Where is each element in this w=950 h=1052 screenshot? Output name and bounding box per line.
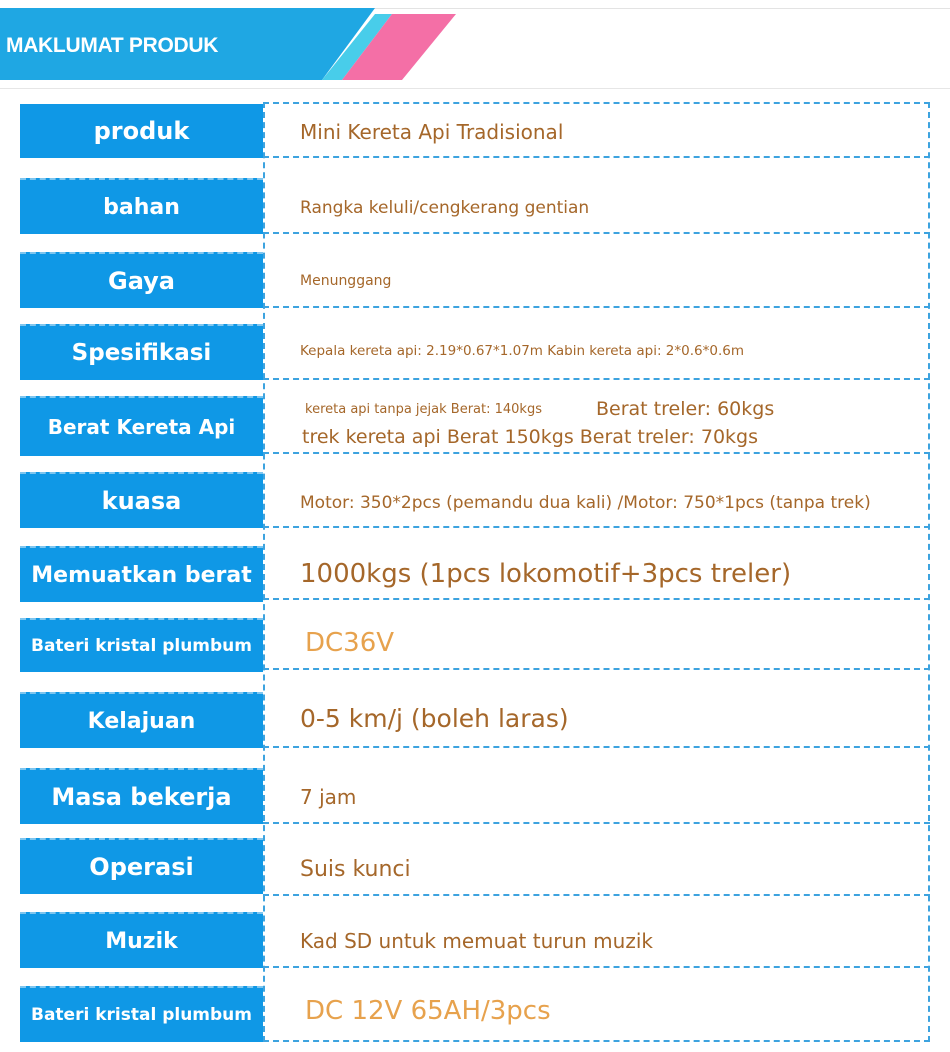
value-bateri-dc36v: DC36V [305,628,395,658]
banner-bottom-rule [0,88,950,89]
value-berat-line2: trek kereta api Berat 150kgs Berat treler: 70kgs [302,426,758,448]
row-divider [263,452,930,454]
label-memuatkan-berat: Memuatkan berat [20,546,263,602]
row-divider [263,894,930,896]
row-divider [263,232,930,234]
label-produk: produk [20,104,263,158]
section-header-banner [0,8,950,88]
label-masa-bekerja: Masa bekerja [20,768,263,824]
value-bateri-dc12v: DC 12V 65AH/3pcs [305,996,551,1026]
value-spesifikasi: Kepala kereta api: 2.19*0.67*1.07m Kabin kereta api: 2*0.6*0.6m [300,343,744,359]
label-kuasa: kuasa [20,472,263,528]
row-divider [263,668,930,670]
label-bateri-kristal-plumbum: Bateri kristal plumbum [20,618,263,672]
row-divider [263,156,930,158]
value-kuasa: Motor: 350*2pcs (pemandu dua kali) /Motor: 750*1pcs (tanpa trek) [300,493,871,513]
row-divider [263,526,930,528]
label-bateri-kristal-plumbum-2: Bateri kristal plumbum [20,986,263,1042]
value-operasi: Suis kunci [300,857,411,882]
section-title: MAKLUMAT PRODUK [6,34,219,57]
value-bahan: Rangka keluli/cengkerang gentian [300,198,590,218]
label-kelajuan: Kelajuan [20,692,263,748]
label-operasi: Operasi [20,838,263,894]
value-memuatkan-berat: 1000kgs (1pcs lokomotif+3pcs treler) [300,559,792,589]
value-muzik: Kad SD untuk memuat turun muzik [300,929,653,953]
value-berat-line1b: Berat treler: 60kgs [596,398,775,420]
value-masa-bekerja: 7 jam [300,785,357,809]
row-divider [263,378,930,380]
row-divider [263,306,930,308]
row-divider [263,822,930,824]
product-spec-table [20,100,930,1044]
row-divider [263,966,930,968]
value-kelajuan: 0-5 km/j (boleh laras) [300,704,569,733]
value-berat-line1a: kereta api tanpa jejak Berat: 140kgs [305,402,542,417]
label-muzik: Muzik [20,912,263,968]
value-gaya: Menunggang [300,273,392,289]
row-divider [263,598,930,600]
label-spesifikasi: Spesifikasi [20,324,263,380]
label-bahan: bahan [20,178,263,234]
value-produk: Mini Kereta Api Tradisional [300,120,564,144]
label-berat-kereta-api: Berat Kereta Api [20,396,263,456]
label-gaya: Gaya [20,252,263,308]
row-divider [263,746,930,748]
